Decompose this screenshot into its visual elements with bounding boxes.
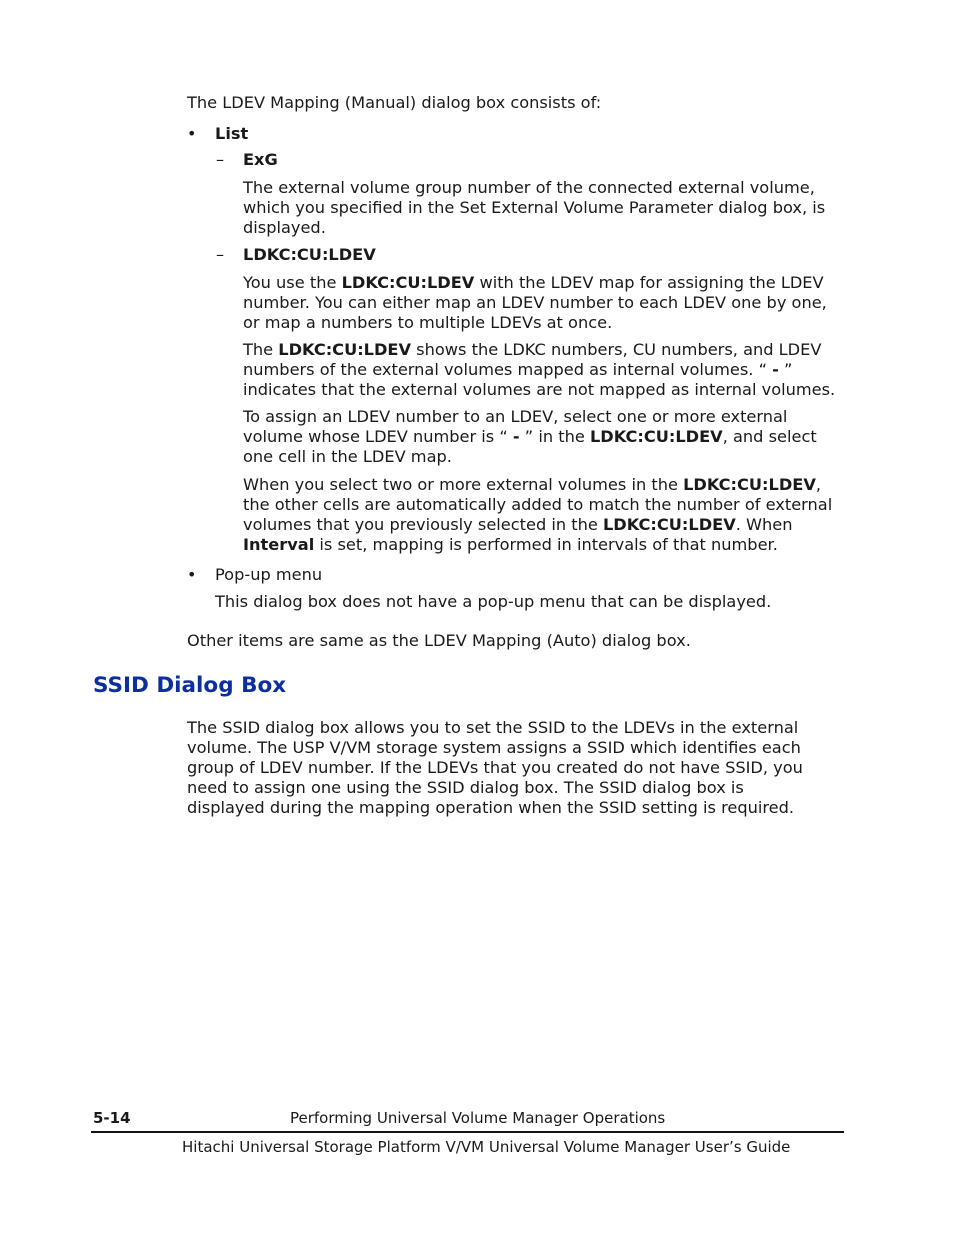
footer-guide-title: Hitachi Universal Storage Platform V/VM Universal Volume Manager User’s Guide <box>182 1138 791 1156</box>
bullet-icon: • <box>187 565 197 584</box>
ldkc-paragraph-4 <box>243 475 832 555</box>
text-line: displayed during the mapping operation when the SSID setting is required. <box>187 798 795 817</box>
list-item-popup-menu: Pop-up menu <box>215 565 323 584</box>
dash-icon: – <box>216 150 225 169</box>
footer-chapter-title: Performing Universal Volume Manager Operations <box>290 1109 666 1127</box>
ldkc-paragraph-3 <box>243 407 817 467</box>
sub-item-label: ExG <box>243 150 278 169</box>
text-line: number. You can either map an LDEV number to each LDEV one by one, <box>243 293 827 312</box>
ldkc-paragraph-2 <box>243 340 835 400</box>
text-line: The SSID dialog box allows you to set the SSID to the LDEVs in the external <box>187 718 799 737</box>
text-line: the other cells are automatically added to match the number of external <box>243 495 833 514</box>
popup-description: This dialog box does not have a pop-up menu that can be displayed. <box>215 592 772 611</box>
ssid-paragraph <box>187 718 803 818</box>
text-line: volume whose LDEV number is “ - ” in the LDKC:CU:LDEV, and select <box>243 427 817 446</box>
list-item-list <box>215 124 248 144</box>
text-line: indicates that the external volumes are not mapped as internal volumes. <box>243 380 836 399</box>
text-line: or map a numbers to multiple LDEVs at once. <box>243 313 613 332</box>
text-line: displayed. <box>243 218 326 237</box>
section-heading: SSID Dialog Box <box>93 673 287 698</box>
text-line: You use the LDKC:CU:LDEV with the LDEV map for assigning the LDEV <box>243 273 824 292</box>
footer-divider <box>91 1131 844 1133</box>
intro-paragraph: The LDEV Mapping (Manual) dialog box consists of: <box>187 93 602 112</box>
text-line: group of LDEV number. If the LDEVs that you created do not have SSID, you <box>187 758 803 777</box>
sub-item-exg <box>243 150 278 170</box>
other-items-paragraph: Other items are same as the LDEV Mapping (Auto) dialog box. <box>187 631 691 650</box>
text-line: one cell in the LDEV map. <box>243 447 452 466</box>
text-line: need to assign one using the SSID dialog box. The SSID dialog box is <box>187 778 744 797</box>
list-item-label: List <box>215 124 249 143</box>
text-line: The external volume group number of the connected external volume, <box>243 178 815 197</box>
text-line: When you select two or more external volumes in the LDKC:CU:LDEV, <box>243 475 822 494</box>
sub-item-label: LDKC:CU:LDEV <box>243 245 376 264</box>
text-line: Interval is set, mapping is performed in intervals of that number. <box>243 535 778 554</box>
text-line: To assign an LDEV number to an LDEV, select one or more external <box>243 407 788 426</box>
ldkc-paragraph-1 <box>243 273 827 333</box>
page-number: 5-14 <box>93 1109 131 1127</box>
sub-item-ldkc <box>243 245 376 265</box>
text-line: volumes that you previously selected in the LDKC:CU:LDEV. When <box>243 515 793 534</box>
text-line: which you specified in the Set External Volume Parameter dialog box, is <box>243 198 826 217</box>
bullet-icon: • <box>187 124 197 143</box>
text-line: The LDKC:CU:LDEV shows the LDKC numbers, CU numbers, and LDEV <box>243 340 822 359</box>
text-line: numbers of the external volumes mapped as internal volumes. “ - ” <box>243 360 793 379</box>
exg-description <box>243 178 825 238</box>
dash-icon: – <box>216 245 225 264</box>
text-line: volume. The USP V/VM storage system assigns a SSID which identifies each <box>187 738 801 757</box>
